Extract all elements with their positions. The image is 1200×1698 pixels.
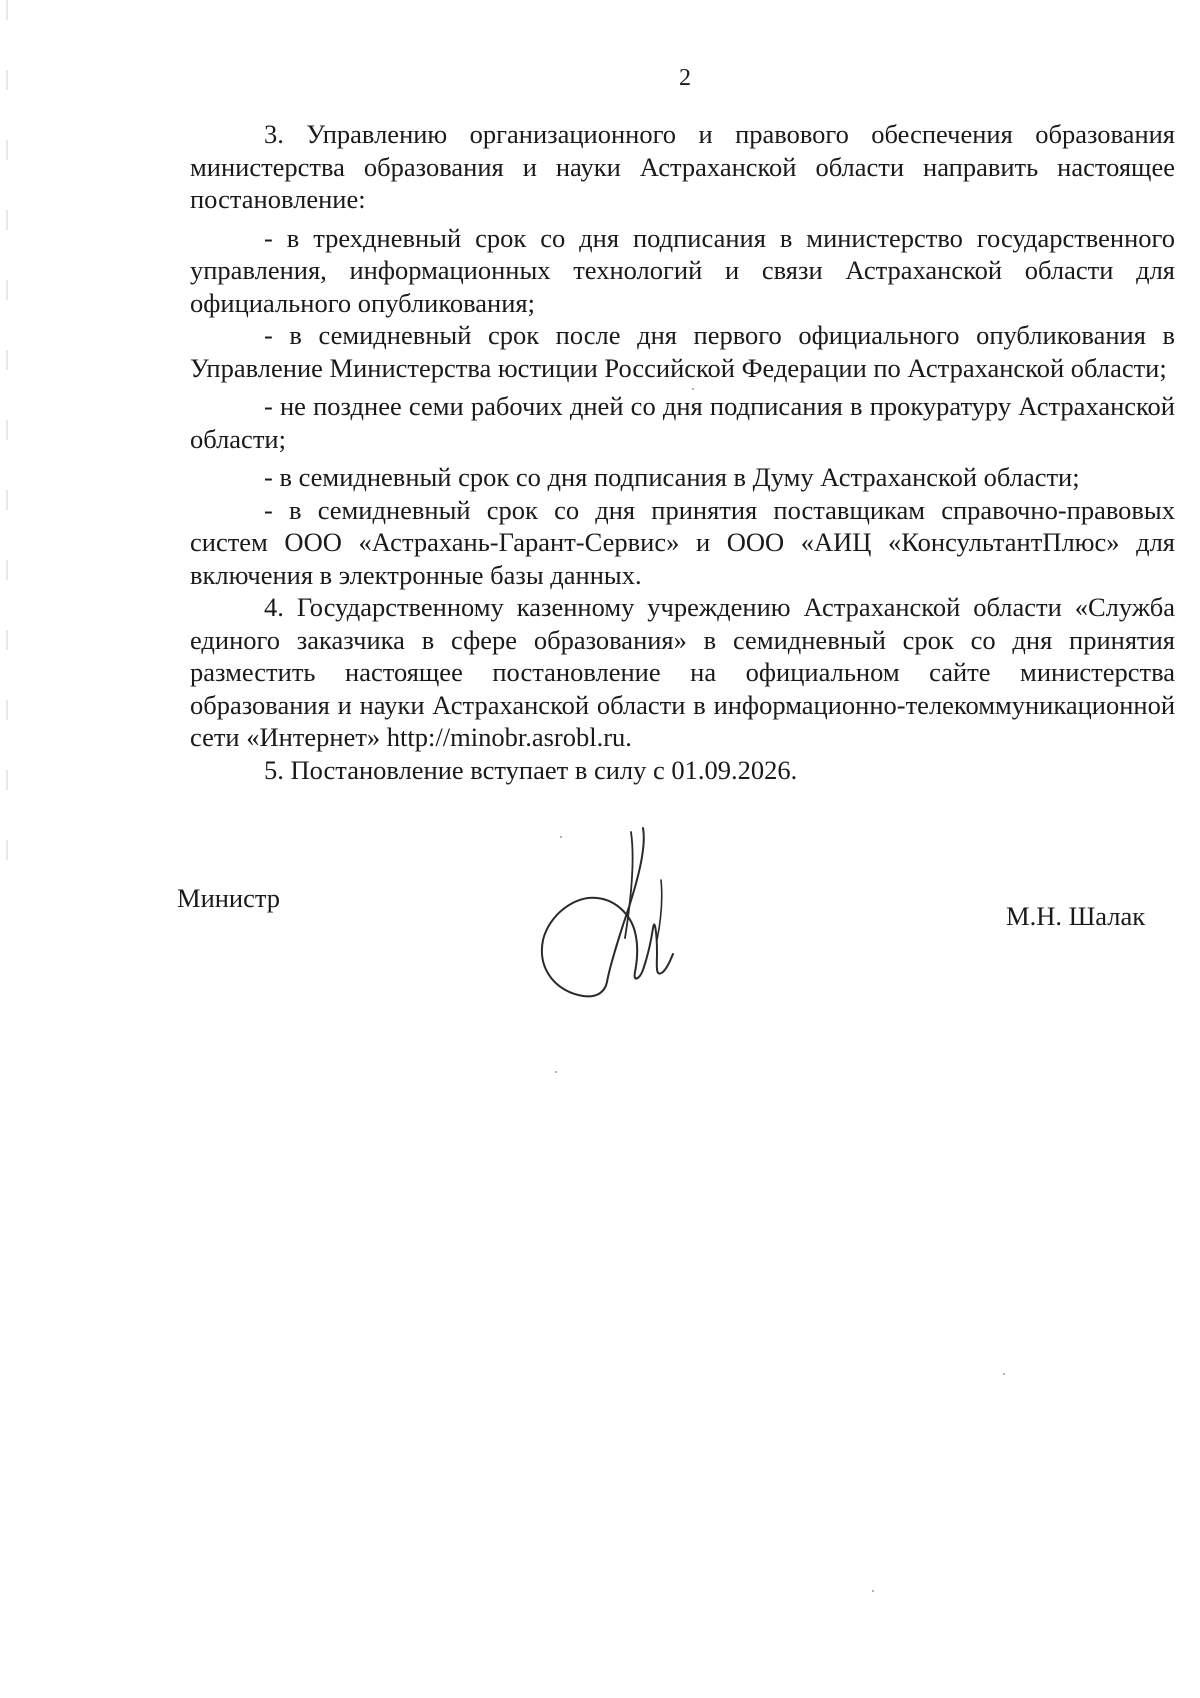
handwritten-signature	[535, 820, 715, 1000]
scan-edge-artifact	[6, 0, 8, 900]
page-number: 2	[679, 65, 691, 91]
scan-speck	[872, 1590, 874, 1592]
list-item-prosecutor: - не позднее семи рабочих дней со дня подписания в прокуратуру Астраханской области;	[190, 391, 1175, 454]
paragraph-3-instructions: 3. Управлению организационного и правового обеспечения образования министерства образования и науки Астраханской области направить настоящее постановление:	[190, 119, 1175, 214]
list-item-duma: - в семидневный срок со дня подписания в Думу Астраханской области;	[264, 462, 1080, 492]
scan-speck	[560, 836, 562, 838]
list-item-publication: - в трехдневный срок со дня подписания в министерство государственного управления, информационных технологий и связи Астраханской области для официального опубликования;	[190, 222, 1175, 318]
paragraph-4-website: 4. Государственному казенному учреждению Астраханской области «Служба единого заказчика в сфере образования» в семидневный срок со дня принятия разместить настоящее постановление на официальном сайте министерства образования и науки Астраханской области в информационно-телекоммуникационной сети «Интернет» http://minobr.asrobl.ru.	[190, 592, 1175, 752]
signatory-title: Министр	[177, 883, 281, 913]
scan-speck	[1003, 1373, 1005, 1375]
document-body	[190, 118, 1175, 786]
list-item-ministry-of-justice: - в семидневный срок после дня первого официального опубликования в Управление Министерства юстиции Российской Федерации по Астраханской области;	[190, 320, 1175, 383]
list-item-legal-systems: - в семидневный срок со дня принятия поставщикам справочно-правовых систем ООО «Астрахань-Гарант-Сервис» и ООО «АИЦ «КонсультантПлюс» для включения в электронные базы данных.	[190, 494, 1175, 590]
signatory-name: М.Н. Шалак	[1006, 901, 1146, 931]
scan-speck	[692, 388, 694, 390]
paragraph-5-effective-date: 5. Постановление вступает в силу с 01.09.2026.	[264, 754, 798, 785]
scan-speck	[555, 1071, 557, 1073]
